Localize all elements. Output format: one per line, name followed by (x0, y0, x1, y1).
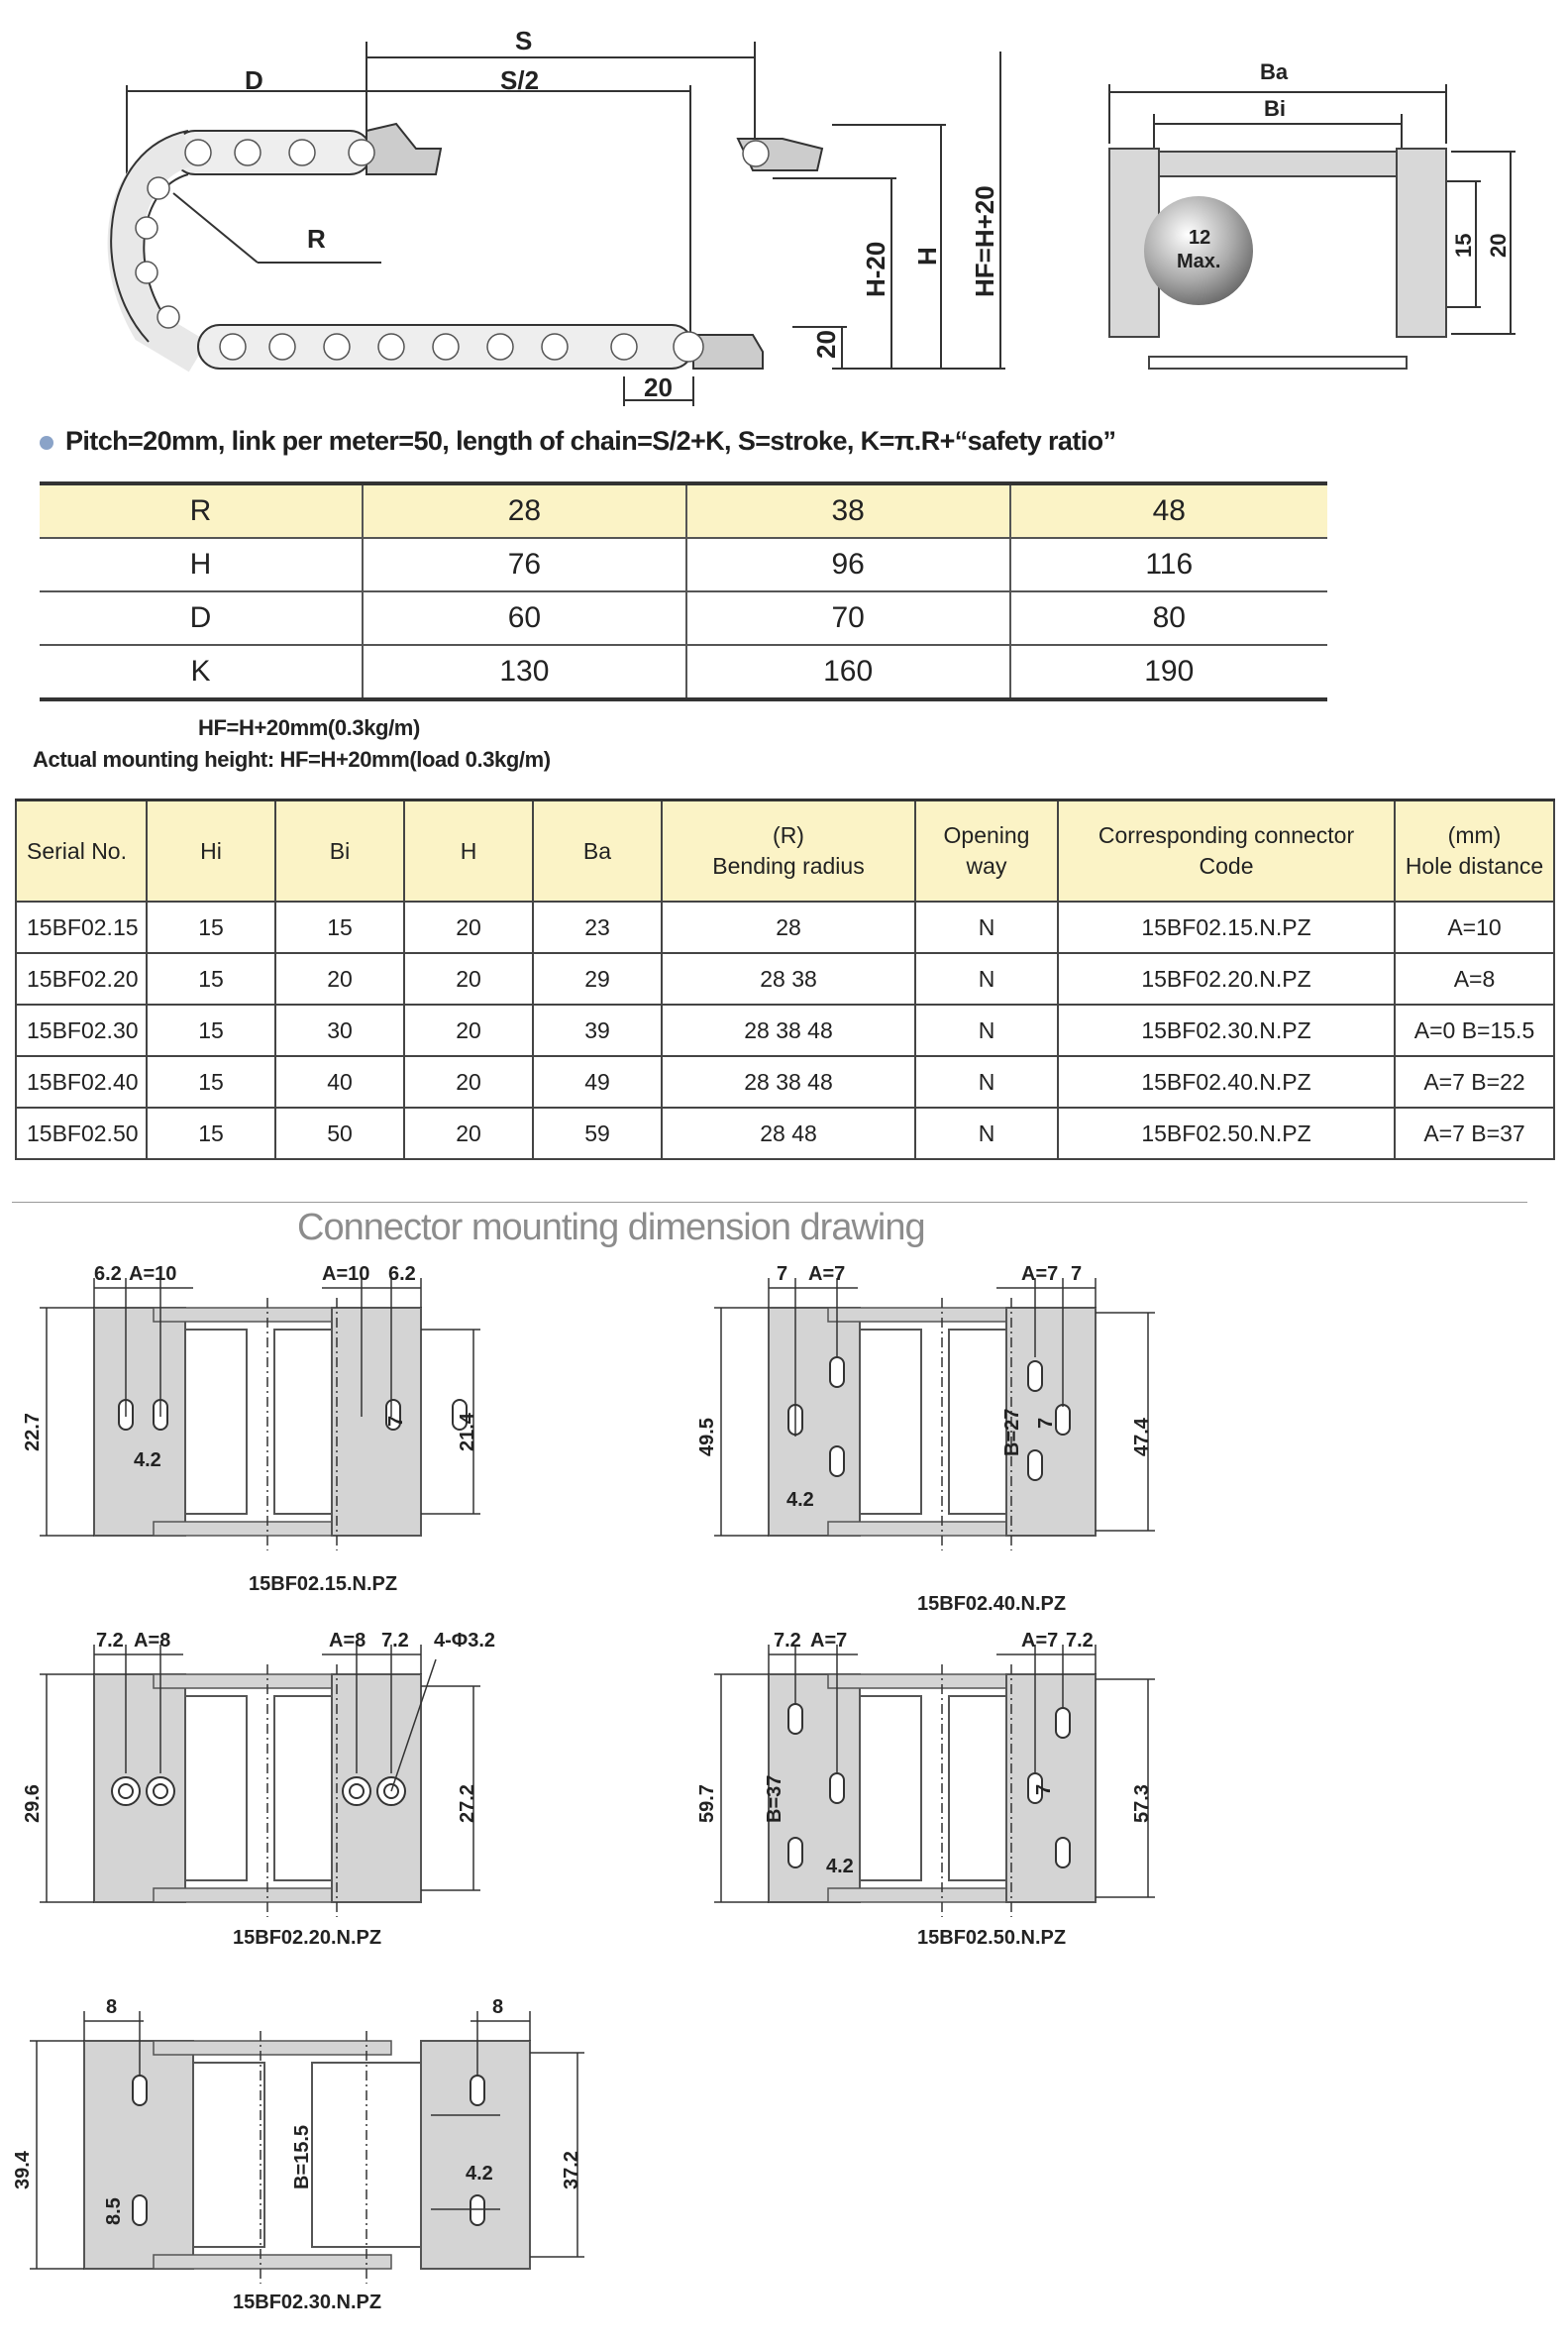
dim-d20-holes: 4-Φ3.2 (434, 1630, 496, 1652)
header-hi: Hi (147, 800, 275, 903)
table-cell: 23 (533, 902, 662, 953)
dim-d15-right-h: 21.4 (457, 1413, 478, 1451)
table-row (16, 1005, 1554, 1056)
table-row (40, 483, 1327, 538)
table-cell: 28 38 48 (662, 1005, 915, 1056)
table-cell: 28 38 (662, 953, 915, 1005)
table-cell: A=7 B=22 (1395, 1056, 1554, 1108)
table-cell: A=0 B=15.5 (1395, 1005, 1554, 1056)
table-cell: H (40, 538, 363, 591)
table-cell: 38 (686, 483, 1010, 538)
dim-d15-r1: A=10 (322, 1263, 370, 1285)
table-cell: 15BF02.30.N.PZ (1058, 1005, 1395, 1056)
table-cell: 20 (275, 953, 404, 1005)
table-cell: 20 (404, 1005, 533, 1056)
section-divider (12, 1202, 1527, 1203)
dim-d30-l1: 8 (106, 1996, 118, 2018)
table-cell: N (915, 1056, 1058, 1108)
header-radius-label: Bending radius (712, 853, 865, 879)
table-cell: 190 (1010, 645, 1328, 699)
header-radius-unit: (R) (773, 822, 804, 848)
table-cell: A=8 (1395, 953, 1554, 1005)
table-row (16, 1056, 1554, 1108)
dim-20-pitch: 20 (644, 373, 673, 402)
header-hole-unit: (mm) (1447, 822, 1502, 848)
label-d50: 15BF02.50.N.PZ (917, 1927, 1067, 1949)
dim-d15-mid: 7 (385, 1415, 407, 1427)
table-cell: 15 (275, 902, 404, 953)
label-d15: 15BF02.15.N.PZ (249, 1573, 398, 1595)
table-cell: 96 (686, 538, 1010, 591)
header-ba: Ba (533, 800, 662, 903)
dim-d40-slot: 4.2 (786, 1489, 814, 1511)
table-cell: N (915, 1108, 1058, 1159)
table-cell: 15BF02.50 (16, 1108, 147, 1159)
table-cell: 28 (363, 483, 686, 538)
dim-d40-b: B=27 (1001, 1408, 1023, 1456)
dim-d15-left-h: 22.7 (22, 1413, 44, 1451)
dim-d: D (245, 65, 263, 95)
dim-d50-b: B=37 (764, 1774, 785, 1823)
table-row (16, 902, 1554, 953)
header-radius (662, 800, 915, 903)
table-cell: 59 (533, 1108, 662, 1159)
connector-drawings (0, 1258, 1568, 2338)
table-cell: 80 (1010, 591, 1328, 645)
table-cell: 15BF02.15 (16, 902, 147, 953)
header-bi: Bi (275, 800, 404, 903)
dim-d40-r2: 7 (1071, 1263, 1083, 1285)
dim-d50-right-h: 57.3 (1131, 1784, 1153, 1823)
table-cell: N (915, 902, 1058, 953)
cross-section-diagram (1090, 54, 1545, 391)
hf-note: HF=H+20mm(0.3kg/m) (198, 715, 420, 740)
dim-d15-l1: 6.2 (94, 1263, 122, 1285)
table-cell: 15BF02.20 (16, 953, 147, 1005)
table-cell: A=7 B=37 (1395, 1108, 1554, 1159)
dim-d40-r1: A=7 (1021, 1263, 1059, 1285)
dim-15: 15 (1451, 233, 1476, 258)
table-cell: 15BF02.20.N.PZ (1058, 953, 1395, 1005)
dim-20: 20 (1486, 233, 1511, 258)
table-cell: 20 (404, 1056, 533, 1108)
dim-d50-left-h: 59.7 (696, 1784, 718, 1823)
table-cell: 28 48 (662, 1108, 915, 1159)
radius-table (40, 481, 1327, 701)
pitch-note (40, 426, 1115, 457)
dim-bi: Bi (1264, 96, 1286, 121)
dim-d50-l2: A=7 (810, 1630, 848, 1652)
table-cell: K (40, 645, 363, 699)
table-cell: 49 (533, 1056, 662, 1108)
table-cell: 60 (363, 591, 686, 645)
header-h: H (404, 800, 533, 903)
table-cell: 116 (1010, 538, 1328, 591)
drawing-section-title: Connector mounting dimension drawing (297, 1207, 925, 1248)
bullet-icon (40, 436, 53, 450)
dim-d20-right-h: 27.2 (457, 1784, 478, 1823)
dim-d30-b: B=15.5 (291, 2124, 313, 2189)
table-cell: N (915, 953, 1058, 1005)
dim-d30-left-h: 39.4 (12, 2151, 34, 2189)
dim-d40-l1: 7 (777, 1263, 788, 1285)
dim-d20-r2: 7.2 (381, 1630, 409, 1652)
table-cell: N (915, 1005, 1058, 1056)
table-cell: 15BF02.40.N.PZ (1058, 1056, 1395, 1108)
table-cell: 28 (662, 902, 915, 953)
table-cell: 50 (275, 1108, 404, 1159)
dim-d40-l2: A=7 (808, 1263, 846, 1285)
table-cell: 20 (404, 1108, 533, 1159)
header-opening-line2: way (966, 853, 1007, 879)
table-cell: 160 (686, 645, 1010, 699)
table-cell: D (40, 591, 363, 645)
dim-s-half: S/2 (500, 65, 540, 95)
header-serial: Serial No. (16, 800, 147, 903)
dim-d50-mid: 7 (1033, 1783, 1055, 1795)
table-cell: 15BF02.40 (16, 1056, 147, 1108)
dim-d50-slot: 4.2 (826, 1856, 854, 1877)
table-cell: 15 (147, 1005, 275, 1056)
label-d30: 15BF02.30.N.PZ (233, 2292, 382, 2313)
dim-d50-l1: 7.2 (774, 1630, 801, 1652)
table-row (40, 538, 1327, 591)
table-cell: 28 38 48 (662, 1056, 915, 1108)
table-cell: 39 (533, 1005, 662, 1056)
dim-d30-right-h: 37.2 (561, 2151, 582, 2189)
dim-d40-left-h: 49.5 (696, 1418, 718, 1456)
table-cell: 40 (275, 1056, 404, 1108)
serial-table (15, 799, 1555, 1160)
header-connector (1058, 800, 1395, 903)
dim-s: S (515, 26, 533, 55)
dim-d30-r1: 8 (492, 1996, 504, 2018)
table-cell: 70 (686, 591, 1010, 645)
ball-max: Max. (1177, 251, 1221, 272)
dim-hf: HF=H+20 (970, 185, 999, 297)
dim-d20-r1: A=8 (329, 1630, 366, 1652)
dim-d40-mid: 7 (1035, 1417, 1057, 1429)
header-hole-label: Hole distance (1405, 853, 1544, 879)
dim-h-20: H-20 (861, 241, 890, 297)
header-opening (915, 800, 1058, 903)
dim-d15-slot: 4.2 (134, 1449, 161, 1471)
table-cell: 20 (404, 953, 533, 1005)
table-cell: 15BF02.15.N.PZ (1058, 902, 1395, 953)
table-header-row (16, 800, 1554, 903)
header-connector-line2: Code (1199, 853, 1254, 879)
dim-d30-slot: 4.2 (466, 2163, 493, 2185)
dim-d30-small: 8.5 (103, 2197, 125, 2225)
table-cell: 20 (404, 902, 533, 953)
pitch-note-text: Pitch=20mm, link per meter=50, length of chain=S/2+K, S=stroke, K=π.R+“safety ratio” (65, 426, 1116, 456)
dim-d20-l2: A=8 (134, 1630, 171, 1652)
dim-ba: Ba (1260, 59, 1289, 84)
dim-r: R (307, 224, 326, 254)
dim-20-vertical: 20 (811, 330, 841, 359)
table-cell: 48 (1010, 483, 1328, 538)
header-hole (1395, 800, 1554, 903)
table-cell: 15 (147, 953, 275, 1005)
table-cell: 15BF02.30 (16, 1005, 147, 1056)
table-row (40, 591, 1327, 645)
table-row (40, 645, 1327, 699)
mounting-height-note: Actual mounting height: HF=H+20mm(load 0.3kg/m) (33, 747, 551, 772)
table-cell: 76 (363, 538, 686, 591)
label-d40: 15BF02.40.N.PZ (917, 1593, 1067, 1615)
dim-d15-l2: A=10 (129, 1263, 177, 1285)
table-cell: 15 (147, 1056, 275, 1108)
table-cell: 15BF02.50.N.PZ (1058, 1108, 1395, 1159)
dim-d40-right-h: 47.4 (1131, 1418, 1153, 1456)
ball-size: 12 (1189, 227, 1211, 249)
header-connector-line1: Corresponding connector (1098, 822, 1355, 848)
dim-d20-left-h: 29.6 (22, 1784, 44, 1823)
dim-d20-l1: 7.2 (96, 1630, 124, 1652)
table-cell: 29 (533, 953, 662, 1005)
table-cell: 30 (275, 1005, 404, 1056)
dim-d50-r2: 7.2 (1066, 1630, 1094, 1652)
table-cell: 15 (147, 1108, 275, 1159)
table-cell: 15 (147, 902, 275, 953)
header-opening-line1: Opening (943, 822, 1030, 848)
table-cell: R (40, 483, 363, 538)
label-d20: 15BF02.20.N.PZ (233, 1927, 382, 1949)
table-cell: 130 (363, 645, 686, 699)
dim-d15-r2: 6.2 (388, 1263, 416, 1285)
table-cell: A=10 (1395, 902, 1554, 953)
table-row (16, 1108, 1554, 1159)
dim-d50-r1: A=7 (1021, 1630, 1059, 1652)
dim-h: H (912, 247, 942, 266)
table-row (16, 953, 1554, 1005)
